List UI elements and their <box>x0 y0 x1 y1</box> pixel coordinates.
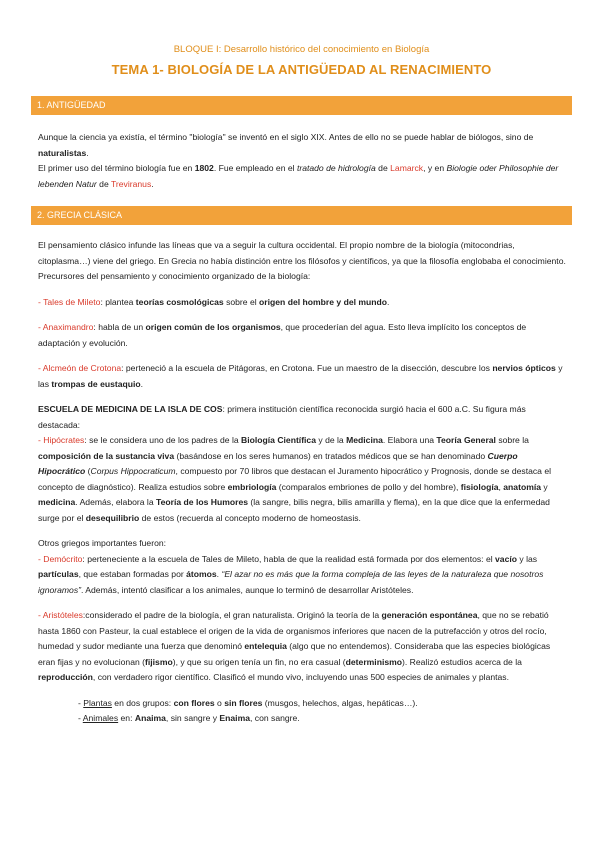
paragraph-cos: ESCUELA DE MEDICINA DE LA ISLA DE COS: primera institución científica reconocida surgió hacia el 600 a.C. Su figura más destacada: <box>38 404 526 430</box>
list-item-alcmeon: - Alcmeón de Crotona: perteneció a la escuela de Pitágoras, en Crotona. Fue un maestro de la disección, descubre los nervios ópticos y las trompas de eustaquio. <box>38 363 563 389</box>
list-item-tales: - Tales de Mileto: plantea teorías cosmológicas sobre el origen del hombre y del mundo. <box>38 296 390 307</box>
block-subtitle: BLOQUE I: Desarrollo histórico del conocimiento en Biología <box>173 44 430 55</box>
section-header-antiguedad: 1. ANTIGÜEDAD <box>31 96 572 115</box>
page-title: TEMA 1- BIOLOGÍA DE LA ANTIGÜEDAD AL RENACIMIENTO <box>111 62 492 77</box>
section-header-grecia: 2. GRECIA CLÁSICA <box>31 206 572 225</box>
list-item-anaximandro: - Anaximandro: habla de un origen común de los organismos, que procederían del agua. Esto lleva implícito los conceptos de adaptación y evolución. <box>38 322 527 348</box>
sublist-item-animales: - Animales en: Anaima, sin sangre y Enaima, con sangre. <box>78 713 300 723</box>
paragraph: Precursores del pensamiento y conocimiento organizado de la biología: <box>38 271 311 281</box>
list-item-democrito: - Demócrito: perteneciente a la escuela de Tales de Mileto, habla de que la realidad está formada por dos elementos: el vacío y las partículas, que estaban formadas por átomos. “El azar no es más que la forma compleja de las leyes de la naturaleza que nosotros ignoramos”. Además, intentó clasificar a los animales, aunque lo terminó de desarrollar Aristóteles. <box>38 553 544 595</box>
list-item-hipocrates: - Hipócrates: se le considera uno de los padres de la Biología Científica y de la Medicina. Elabora una Teoría General sobre la composición de la sustancia viva (basándose en los seres humanos) en tratados médicos que se han denominado Cuerpo Hipocrático (Corpus Hippocraticum, compuesto por 70 libros que destacan el Juramento hipocrático y Prognosis, donde se destaca el concepto de diagnóstico). Realiza estudios sobre embriología (comparalos embriones de pollo y del hombre), fisiología, anatomía y medicina. Además, elabora la Teoría de los Humores (la sangre, bilis negra, bilis amarilla y flema), en la que dice que la enfermedad surge por el desequilibrio de estos (recuerda al concepto moderno de homeostasis. <box>38 435 552 523</box>
sublist-item-plantas: - Plantas en dos grupos: con flores o sin flores (musgos, helechos, algas, hepáticas…). <box>78 697 418 708</box>
list-item-aristoteles: - Aristóteles:considerado el padre de la biología, el gran naturalista. Originó la teoría de la generación espontánea, que no se rebatió hasta 1860 con Pasteur, la cual establece el origen de la vida de organismos inferiores que nacen de la putrefacción y otros del rocío, humedad y sudor mediante una fuerza que denominó entelequia (algo que no entendemos). Consideraba que las especies biológicas eran fijas y no evolucionan (fijismo), y que su origen tenía un fin, no era casual (determinismo). Realizó estudios acerca de la reproducción, con verdadero rigor científico. Clasificó el mundo vivo, incluyendo unas 500 especies de animales y plantas. <box>38 610 551 682</box>
paragraph: Otros griegos importantes fueron: <box>38 538 167 548</box>
paragraph: El pensamiento clásico infunde las líneas que va a seguir la cultura occidental. El propio nombre de la biología (mitocondrias, citoplasma…) viene del griego. En Grecia no había distinción entre los filósofos y científicos, ya que la filosofía englobaba el conocimiento. <box>38 240 566 266</box>
author-treviranus: Treviranus <box>110 178 152 189</box>
paragraph: El primer uso del término biología fue en 1802. Fue empleado en el tratado de hidrología de Lamarck, y en Biologie oder Philosophie der lebenden Natur de Treviranus. <box>38 163 559 189</box>
section-body-antiguedad <box>38 130 566 192</box>
author-lamarck: Lamarck <box>390 163 424 173</box>
paragraph: Aunque la ciencia ya existía, el término "biología" se inventó en el siglo XIX. Antes de ello no se puede hablar de biólogos, sino de naturalistas. <box>38 132 534 158</box>
section-body-grecia <box>38 238 566 727</box>
